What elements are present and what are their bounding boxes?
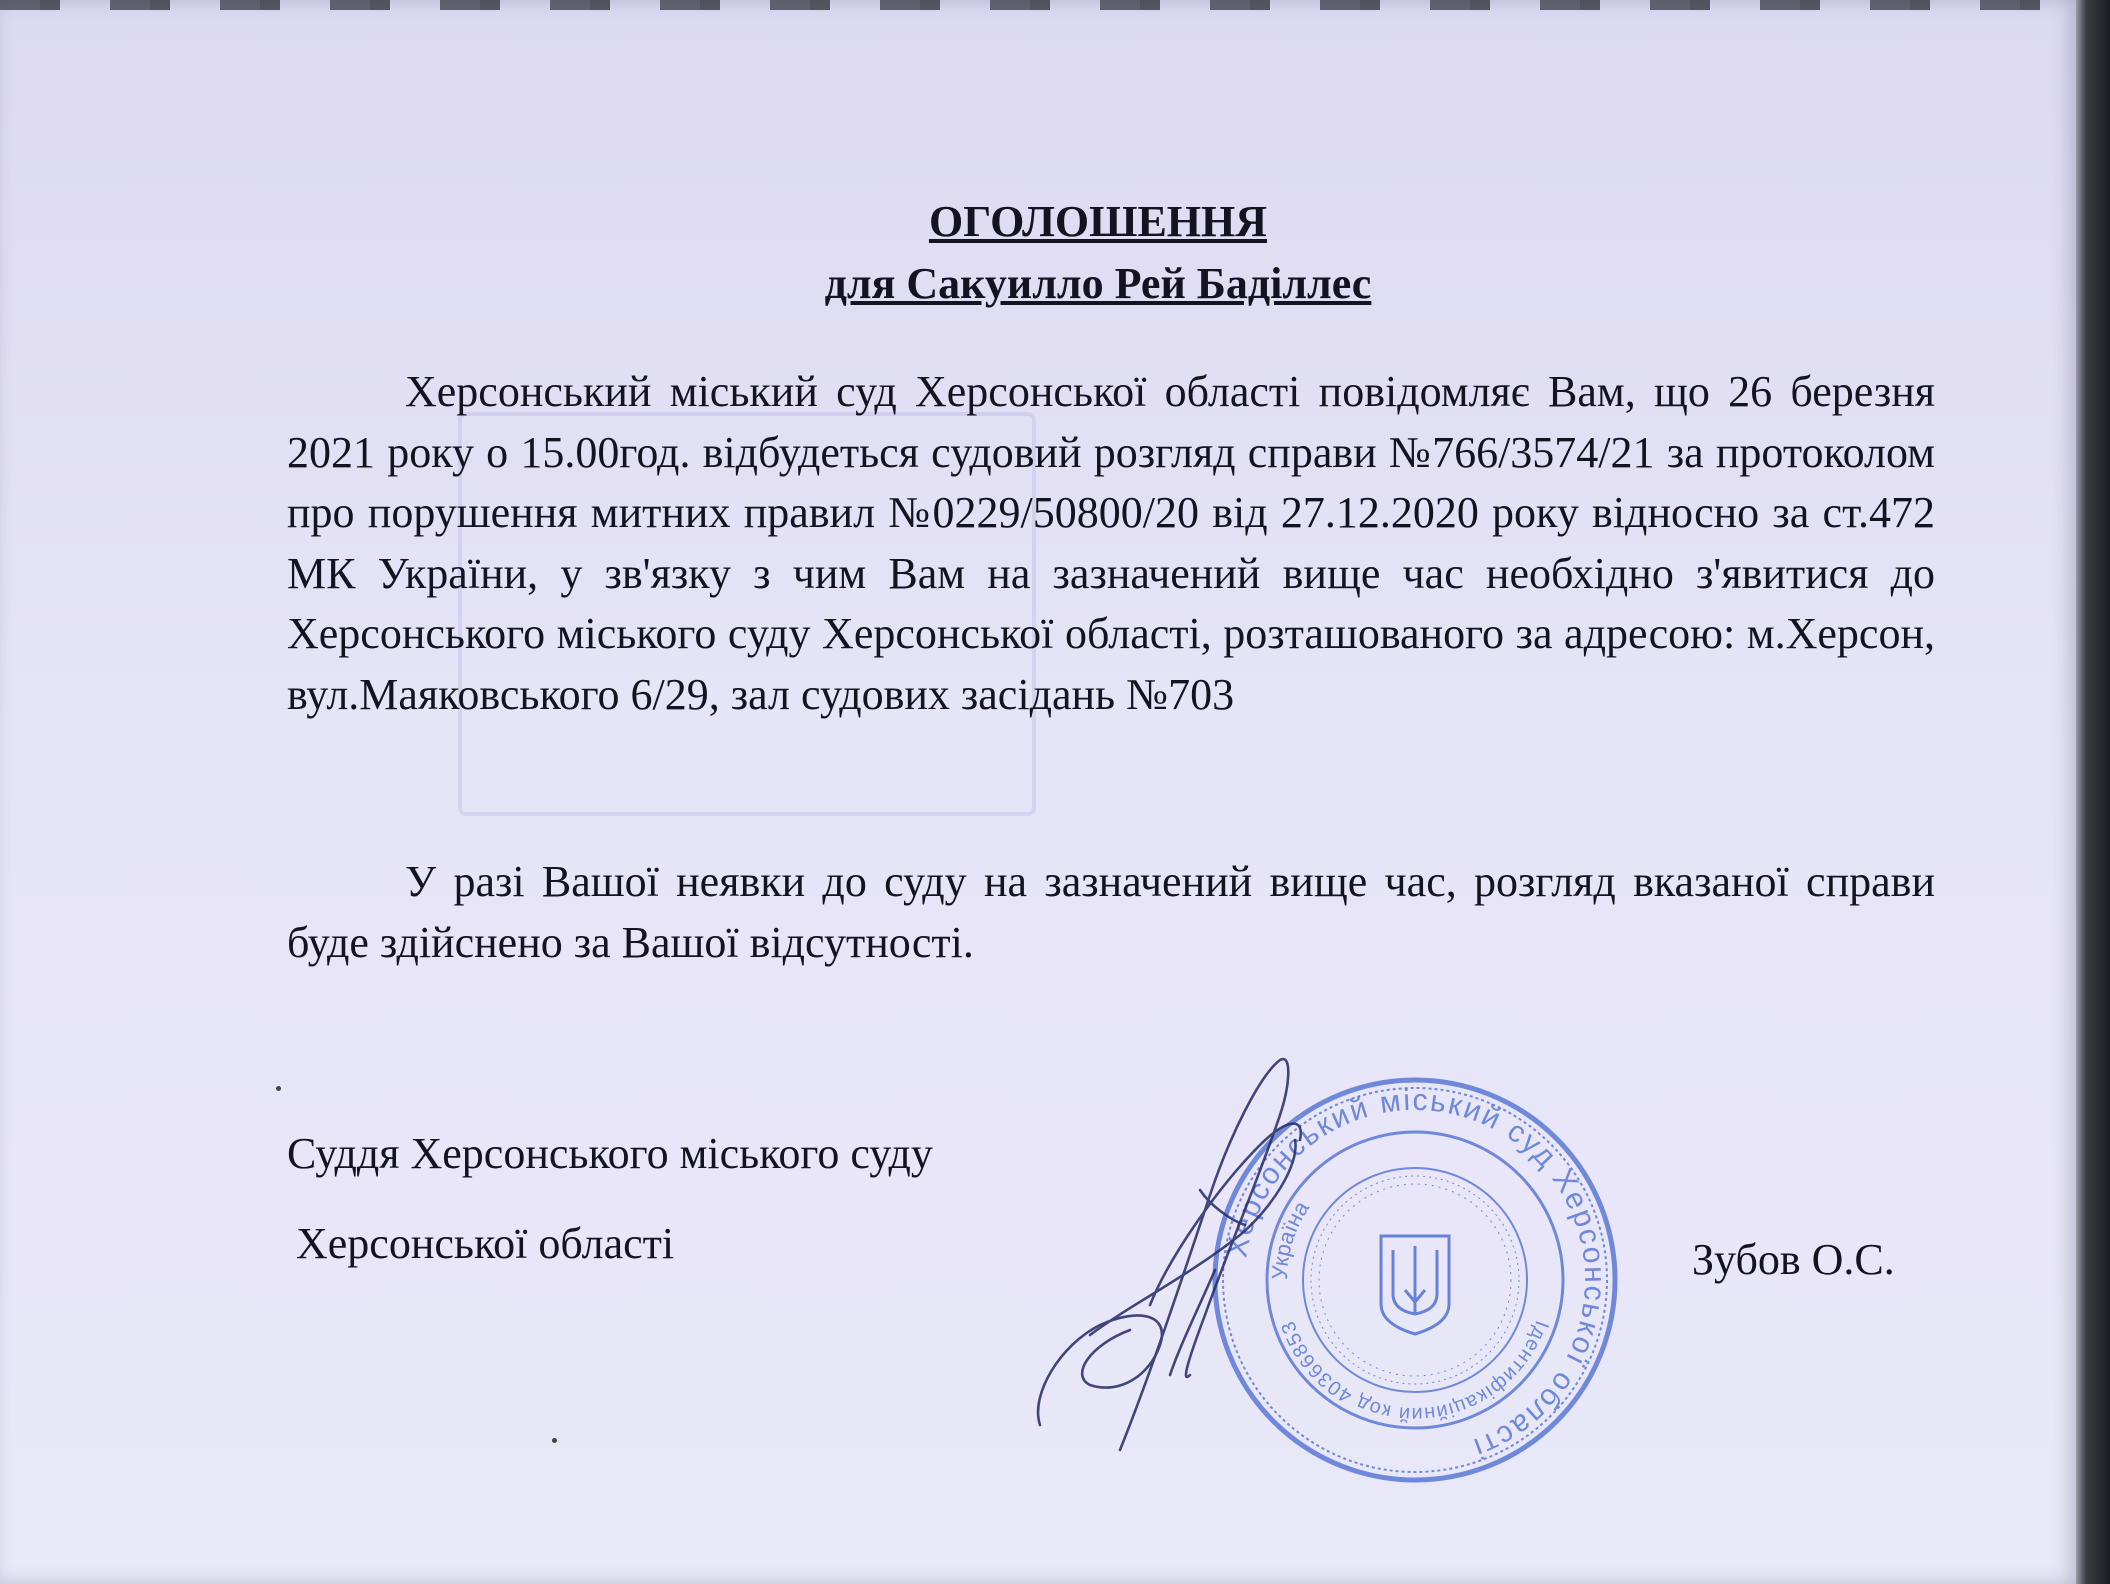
paper-speck [276, 1086, 281, 1091]
handwritten-signature [1030, 1045, 1330, 1475]
seal-code-text: Ідентифікаційний код 40366853 [1277, 1317, 1553, 1426]
body-paragraph-2 [287, 852, 1935, 973]
document-addressee: для Сакуилло Рей Баділлес [824, 259, 1372, 308]
judge-position-line-1: Суддя Херсонського міського суду [287, 1129, 933, 1178]
body-paragraph-2-text: У разі Вашої неявки до суду на зазначений вище час, розгляд вказаної справи буде здійснено за Вашої відсутності. [287, 857, 1935, 967]
document-title: ОГОЛОШЕННЯ [928, 197, 1268, 246]
paper-speck [552, 1438, 557, 1443]
body-paragraph-1-text: Херсонський міський суд Херсонської області повідомляє Вам, що 26 березня 2021 року о 15.00год. відбудеться судовий розгляд справи №766/3574/21 за протоколом про порушення митних правил №0229/50800/20 від 27.12.2020 року відносно за ст.472 МК України, у зв'язку з чим Вам на зазначений вище час необхідно з'явитися до Херсонського міського суду Херсонської області, розташованого за адресою: м.Херсон, вул.Маяковського 6/29, зал судових засідань №703 [287, 367, 1935, 719]
seal-country-text: Україна [1266, 1196, 1314, 1281]
judge-name: Зубов О.С. [1692, 1235, 1895, 1284]
paper-top-edge [0, 0, 2076, 10]
seal-outer-text: Херсонський міський суд Херсонської області [1220, 1083, 1612, 1466]
body-paragraph-1 [287, 362, 1935, 725]
background-edge [2076, 0, 2110, 1584]
judge-position-line-2: Херсонської області [296, 1219, 675, 1268]
trident-emblem-icon [1381, 1236, 1449, 1334]
